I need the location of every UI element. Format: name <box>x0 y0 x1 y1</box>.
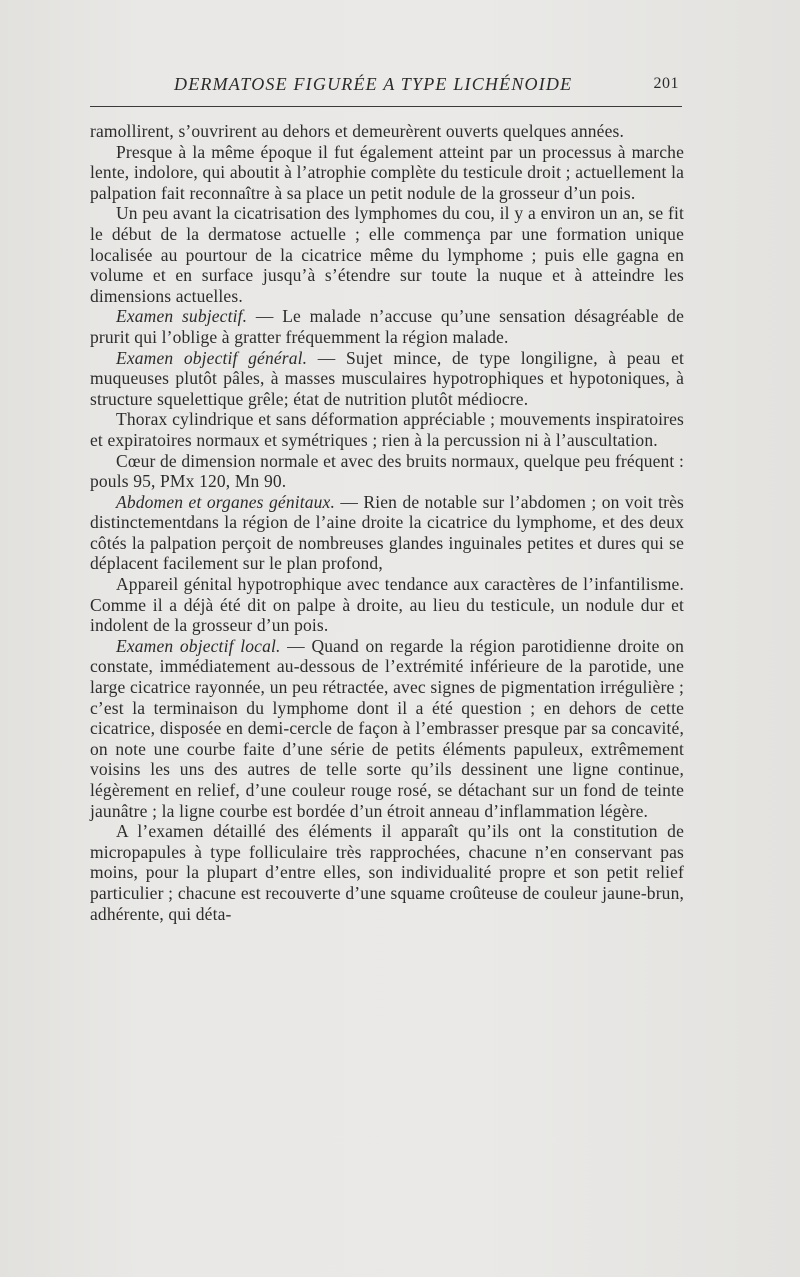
paragraph: Thorax cylindrique et sans déformation appréciable ; mouvements inspiratoires et expiratoires normaux et symétriques ; rien à la percussion ni à l’auscultation. <box>90 409 684 450</box>
page-header <box>90 74 685 98</box>
paragraph <box>90 306 684 347</box>
paragraph <box>90 636 684 821</box>
paragraph: Un peu avant la cicatrisation des lymphomes du cou, il y a environ un an, se fit le début de la dermatose actuelle ; elle commença par une formation unique localisée au pourtour de la cicatrice même du lymphome ; puis elle gagna en volume et en surface jusqu’à s’étendre sur toute la nuque et à atteindre les dimensions actuelles. <box>90 203 684 306</box>
running-title: DERMATOSE FIGURÉE A TYPE LICHÉNOIDE <box>174 74 573 94</box>
paragraph: ramollirent, s’ouvrirent au dehors et demeurèrent ouverts quelques années. <box>90 121 624 141</box>
paragraph-text: — Rien de notable sur l’abdomen ; on voit très distinctementdans la région de l’aine droite la cicatrice du lymphome, et des deux côtés la palpation perçoit de nombreuses glandes inguinales petites et dures qui se déplacent facilement sur le plan profond, <box>90 491 685 574</box>
header-rule <box>90 106 682 107</box>
section-label: Abdomen et organes génitaux. <box>116 491 335 512</box>
paragraph <box>90 492 684 574</box>
paragraph <box>90 348 684 410</box>
paragraph: Presque à la même époque il fut également atteint par un processus à marche lente, indolore, qui aboutit à l’atrophie complète du testicule droit ; actuellement la palpation fait reconnaître à sa place un petit nodule de la grosseur d’un pois. <box>90 141 684 203</box>
paragraph: Appareil génital hypotrophique avec tendance aux caractères de l’infantilisme. Comme il a déjà été dit on palpe à droite, au lieu du testicule, un nodule dur et indolent de la grosseur d’un pois. <box>90 574 684 636</box>
paragraph: A l’examen détaillé des éléments il apparaît qu’ils ont la constitution de micropapules à type folliculaire très rapprochées, chacune n’en conservant pas moins, pour la plupart d’entre elles, son individualité propre et son petit relief particulier ; chacune est recouverte d’une squame croûteuse de couleur jaune-brun, adhérente, qui déta- <box>90 821 684 924</box>
paragraph-text: — Quand on regarde la région parotidienne droite on constate, immédiatement au-dessous de l’extrémité inférieure de la parotide, une large cicatrice rayonnée, un peu rétractée, avec signes de pigmentation irrégulière ; c’est la terminaison du lymphome dont il a été question ; en dehors de cette cicatrice, disposée en demi-cercle de façon à l’embrasser presque par sa concavité, on note une courbe faite d’une série de petits éléments papuleux, extrêmement voisins les uns des autres de telle sorte qu’ils dessinent une ligne continue, légèrement en relief, d’une couleur rouge rosé, se détachant sur un fond de teinte jaunâtre ; la ligne courbe est bordée d’un étroit anneau d’inflammation légère. <box>90 635 684 821</box>
section-label: Examen objectif local. <box>116 635 281 656</box>
paragraph-text: — Sujet mince, de type longiligne, à peau et muqueuses plutôt pâles, à masses musculaires hypotrophiques et hypotoniques, à structure squelettique grêle; état de nutrition plutôt médiocre. <box>90 347 685 409</box>
page-number: 201 <box>653 75 679 92</box>
section-label: Examen objectif général. <box>116 347 308 368</box>
paragraph-text: — Le malade n’accuse qu’une sensation désagréable de prurit qui l’oblige à gratter fréquemment la région malade. <box>90 306 684 347</box>
body-text <box>90 121 684 924</box>
section-label: Examen subjectif. <box>116 306 248 327</box>
paragraph: Cœur de dimension normale et avec des bruits normaux, quelque peu fréquent : pouls 95, PMx 120, Mn 90. <box>90 450 684 492</box>
